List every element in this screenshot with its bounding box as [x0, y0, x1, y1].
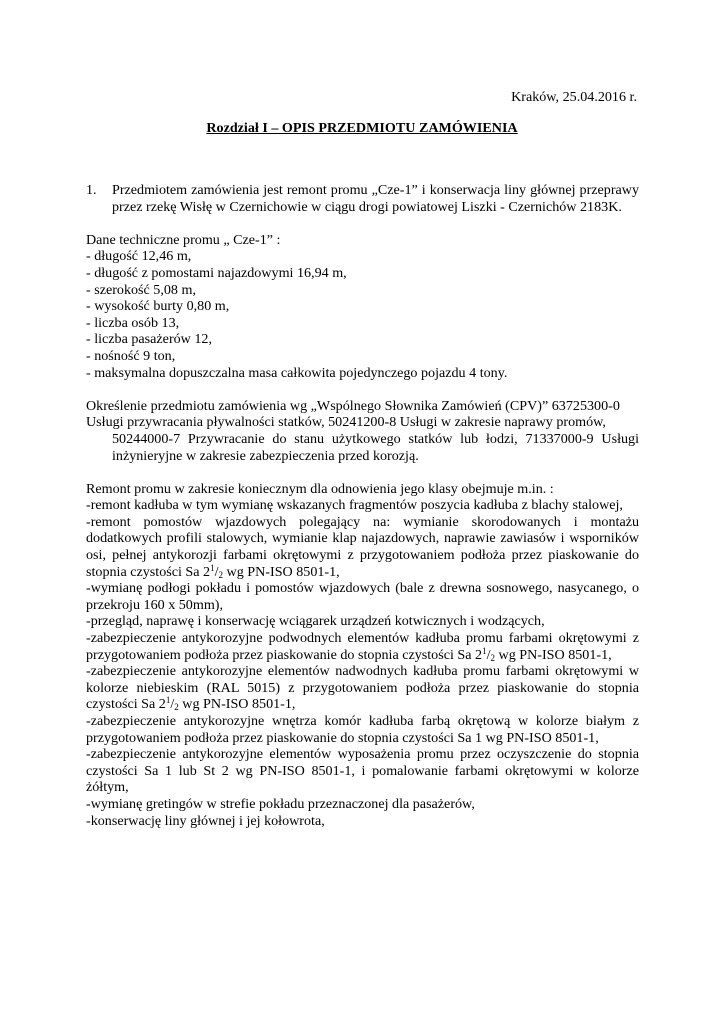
- item-number: 1.: [86, 182, 97, 198]
- cpv-services-continued: 50244000-7 Przywracanie do stanu użytkowego statków lub łodzi, 71337000-9 Usługi inżynieryjne w zakresie zabezpieczenia przed korozją.: [112, 430, 639, 464]
- item-1-text: Przedmiotem zamówienia jest remont promu „Cze-1” i konserwacja liny głównej przeprawy przez rzekę Wisłę w Czernichowie w ciągu drogi powiatowej Liszki - Czernichów 2183K.: [112, 182, 639, 215]
- scope-item: -zabezpieczenie antykorozyjne elementów wyposażenia promu przez oczyszczenie do stopnia czystości Sa 1 lub St 2 wg PN-ISO 8501-1, i pomalowanie farbami okrętowymi w kolorze żółtym,: [86, 746, 639, 796]
- spacer: [86, 381, 639, 398]
- cpv-services-line: Usługi przywracania pływalności statków, 50241200-8 Usługi w zakresie naprawy promów,: [86, 414, 606, 431]
- document-body: [86, 182, 639, 829]
- specs-list: [86, 248, 639, 381]
- specs-heading: Dane techniczne promu „ Cze-1” :: [86, 231, 281, 248]
- chapter-title: Rozdział I – OPIS PRZEDMIOTU ZAMÓWIENIA: [206, 120, 518, 136]
- scope-item: -remont pomostów wjazdowych polegający na: wymianie skorodowanych i montażu dodatkowych profili stalowych, wymianie klap najazdowych, naprawie zawiasów i wsporników osi, pełnej antykorozji farbami okrętowymi z przygotowaniem podłoża przez piaskowanie do stopnia czystości Sa $2^1/_2$ wg PN-ISO 8501-1,: [86, 513, 639, 580]
- scope-item: -remont kadłuba w tym wymianę wskazanych fragmentów poszycia kadłuba z blachy stalowej,: [86, 497, 623, 514]
- spec-item: - długość 12,46 m,: [86, 248, 192, 265]
- cpv-paragraph: Określenie przedmiotu zamówienia wg „Wspólnego Słownika Zamówień (CPV)” 63725300-0: [86, 397, 620, 414]
- scope-item: -konserwację liny głównej i jej kołowrota,: [86, 812, 325, 829]
- scope-item: -zabezpieczenie antykorozyjne podwodnych elementów kadłuba promu farbami okrętowymi z przygotowaniem podłoża przez piaskowanie do stopnia czystości Sa $2^1/_2$ wg PN-ISO 8501-1,: [86, 630, 639, 663]
- spec-item: - wysokość burty 0,80 m,: [86, 298, 230, 315]
- scope-item: -wymianę gretingów w strefie pokładu przeznaczonej dla pasażerów,: [86, 795, 475, 812]
- scope-item: -zabezpieczenie antykorozyjne wnętrza komór kadłuba farbą okrętową w kolorze białym z przygotowaniem podłoża przez piaskowanie do stopnia czystości Sa 1 wg PN-ISO 8501-1,: [86, 713, 639, 746]
- scope-item: -przegląd, naprawę i konserwację wciągarek urządzeń kotwicznych i wodzących,: [86, 613, 545, 630]
- numbered-item-1: [86, 182, 639, 215]
- document-date: Kraków, 25.04.2016 r.: [511, 89, 637, 105]
- spec-item: - szerokość 5,08 m,: [86, 281, 196, 298]
- scope-item: -wymianę podłogi pokładu i pomostów wjazdowych (bale z drewna sosnowego, nasycanego, o przekroju 160 x 50mm),: [86, 580, 639, 613]
- spacer: [86, 464, 639, 481]
- spec-item: - liczba pasażerów 12,: [86, 331, 212, 348]
- spec-item: - maksymalna dopuszczalna masa całkowita pojedynczego pojazdu 4 tony.: [86, 364, 508, 381]
- scope-intro: Remont promu w zakresie koniecznym dla odnowienia jego klasy obejmuje m.in. :: [86, 480, 554, 497]
- spec-item: - nośność 9 ton,: [86, 347, 176, 364]
- spec-item: - długość z pomostami najazdowymi 16,94 m,: [86, 264, 347, 281]
- scope-item: -zabezpieczenie antykorozyjne elementów nadwodnych kadłuba promu farbami okrętowymi w kolorze niebieskim (RAL 5015) z przygotowaniem podłoża przez piaskowanie do stopnia czystości Sa $2^1/_2$ wg PN-ISO 8501-1,: [86, 663, 639, 713]
- spacer: [86, 215, 639, 232]
- spec-item: - liczba osób 13,: [86, 314, 180, 331]
